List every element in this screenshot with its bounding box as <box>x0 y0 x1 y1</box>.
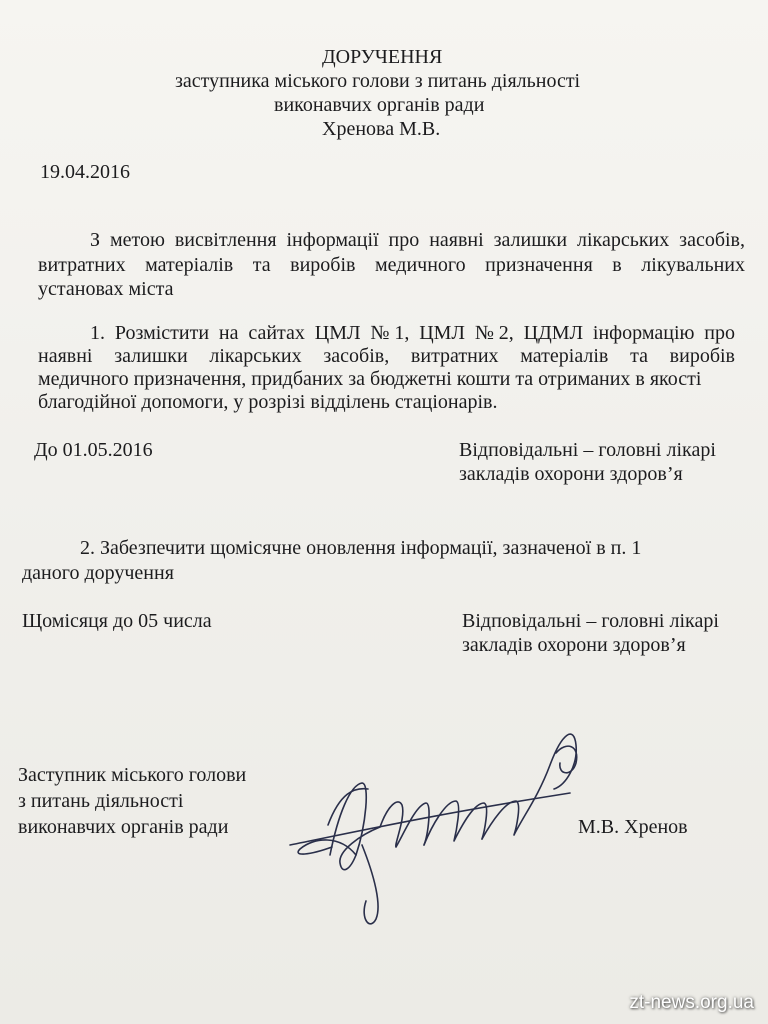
issuer-name: Хренова М.В. <box>322 118 441 140</box>
item1-deadline: До 01.05.2016 <box>34 439 153 461</box>
watermark: zt-news.org.ua <box>629 992 754 1013</box>
item1-line: благодійної допомоги, у розрізі відділень стаціонарів. <box>38 391 498 413</box>
document-title: ДОРУЧЕННЯ <box>322 46 443 68</box>
item2-responsible: закладів охорони здоров’я <box>462 634 686 656</box>
issuer-line: заступника міського голови з питань діяльності <box>175 70 581 92</box>
intro-line: установах міста <box>38 278 174 300</box>
item2-line: 2. Забезпечити щомісячне оновлення інформації, зазначеної в п. 1 <box>80 537 642 559</box>
item2-line: даного доручення <box>22 562 174 584</box>
item1-line: наявні залишки лікарських засобів, витратних матеріалів та виробів <box>38 345 735 367</box>
signatory-name: М.В. Хренов <box>578 816 688 838</box>
issuer-line: виконавчих органів ради <box>274 94 485 116</box>
intro-line: З метою висвітлення інформації про наявні залишки лікарських засобів, <box>90 229 745 251</box>
signatory-position: виконавчих органів ради <box>18 816 229 838</box>
document-date: 19.04.2016 <box>40 161 130 183</box>
item2-deadline: Щомісяця до 05 числа <box>22 610 212 632</box>
item1-responsible: закладів охорони здоров’я <box>459 463 683 485</box>
item1-line: 1. Розмістити на сайтах ЦМЛ №1, ЦМЛ №2, ЦДМЛ інформацію про <box>90 322 735 344</box>
signatory-position: Заступник міського голови <box>18 764 247 786</box>
handwritten-signature <box>270 705 590 935</box>
item1-line: медичного призначення, придбаних за бюджетні кошти та отриманих в якості <box>38 368 702 390</box>
item2-responsible: Відповідальні – головні лікарі <box>462 610 719 632</box>
intro-line: витратних матеріалів та виробів медичного призначення в лікувальних <box>38 254 745 276</box>
item1-responsible: Відповідальні – головні лікарі <box>459 439 716 461</box>
signatory-position: з питань діяльності <box>18 790 184 812</box>
